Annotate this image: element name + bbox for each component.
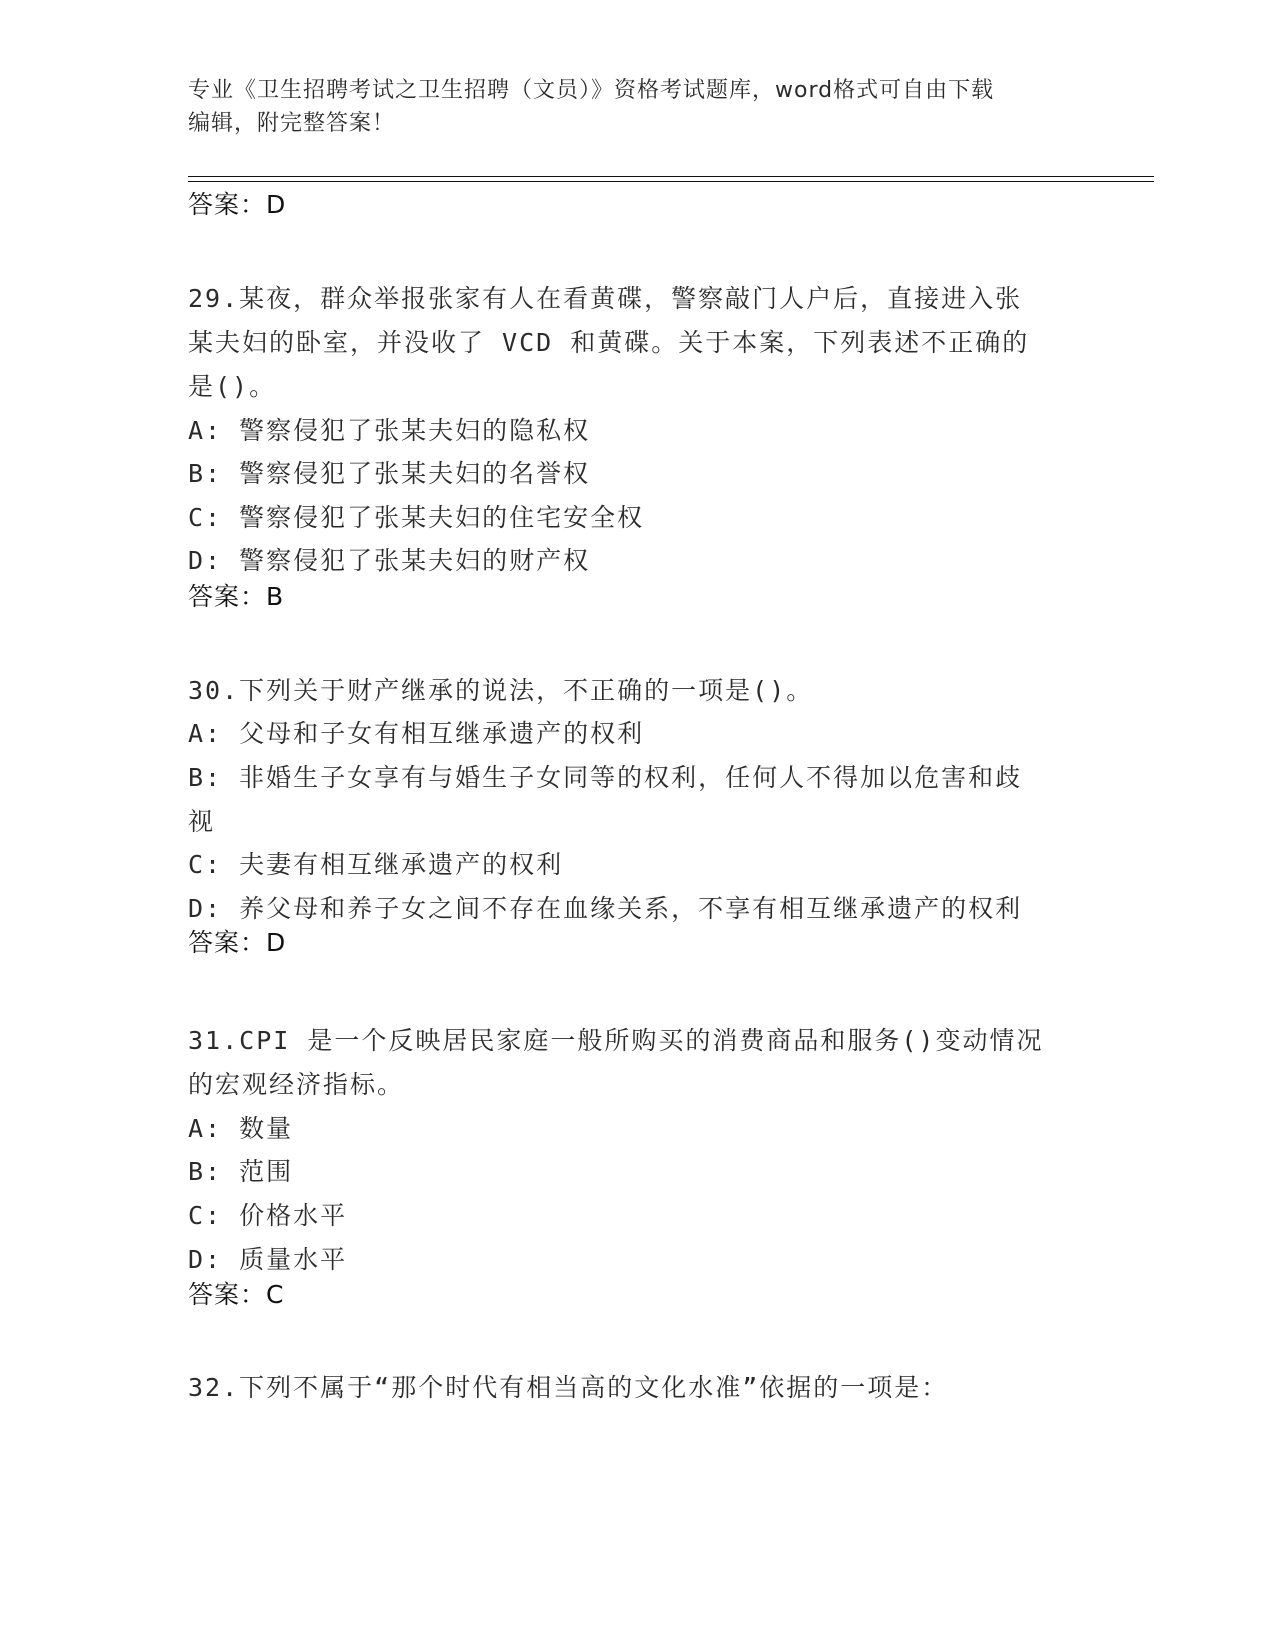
question-stem-line: 是()。	[188, 372, 277, 401]
option-d: D: 警察侵犯了张某夫妇的财产权	[188, 546, 591, 575]
option-c: C: 价格水平	[188, 1201, 348, 1230]
option-b: B: 非婚生子女享有与婚生子女同等的权利，任何人不得加以危害和歧	[188, 763, 1023, 792]
answer-label: 答案：C	[188, 1280, 285, 1309]
answer-label: 答案：D	[188, 928, 287, 957]
document-header	[188, 74, 1068, 140]
option-a: A: 父母和子女有相互继承遗产的权利	[188, 719, 645, 748]
question-stem-line: 某夫妇的卧室，并没收了 VCD 和黄碟。关于本案，下列表述不正确的	[188, 328, 1030, 357]
option-c: C: 警察侵犯了张某夫妇的住宅安全权	[188, 503, 645, 532]
question-stem-line: 30.下列关于财产继承的说法，不正确的一项是()。	[188, 676, 814, 705]
question-stem-line: 31.CPI 是一个反映居民家庭一般所购买的消费商品和服务()变动情况	[188, 1026, 1044, 1055]
question-stem-line: 的宏观经济指标。	[188, 1070, 405, 1099]
answer-label: 答案：D	[188, 190, 287, 219]
option-d: D: 养父母和养子女之间不存在血缘关系，不享有相互继承遗产的权利	[188, 894, 1023, 923]
header-line-2: 编辑，附完整答案！	[188, 111, 396, 136]
option-a: A: 数量	[188, 1114, 294, 1143]
option-b: B: 范围	[188, 1157, 294, 1186]
option-c: C: 夫妻有相互继承遗产的权利	[188, 850, 564, 879]
question-stem-line: 29.某夜，群众举报张家有人在看黄碟，警察敲门人户后，直接进入张	[188, 284, 1023, 313]
option-b-continuation: 视	[188, 807, 216, 836]
question-stem-line: 32.下列不属于“那个时代有相当高的文化水准”依据的一项是：	[188, 1373, 949, 1402]
option-b: B: 警察侵犯了张某夫妇的名誉权	[188, 459, 591, 488]
option-d: D: 质量水平	[188, 1245, 348, 1274]
answer-label: 答案：B	[188, 582, 285, 611]
header-rule-bottom	[188, 181, 1154, 182]
header-rule-top	[188, 176, 1154, 177]
option-a: A: 警察侵犯了张某夫妇的隐私权	[188, 416, 591, 445]
header-line-1: 专业《卫生招聘考试之卫生招聘（文员）》资格考试题库，word格式可自由下载	[188, 78, 995, 103]
